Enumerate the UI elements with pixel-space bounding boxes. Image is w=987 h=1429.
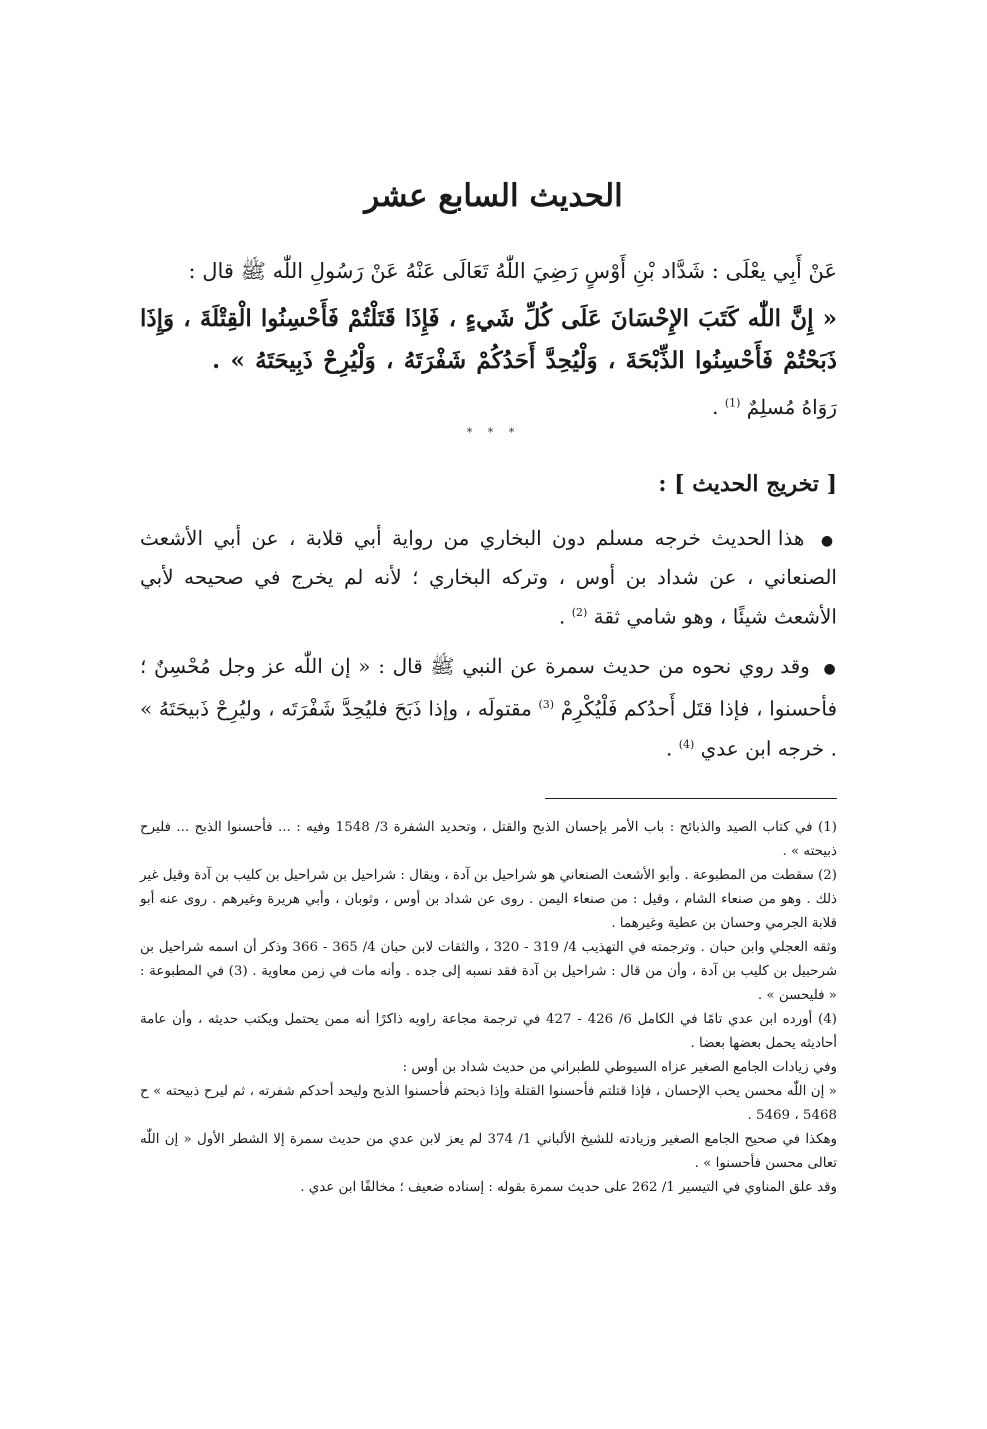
paragraph-1-end: . bbox=[558, 604, 566, 629]
footnote-divider bbox=[545, 798, 837, 799]
hadith-body: « إِنَّ اللّٰه كَتَبَ الإِحْسَانَ عَلَى كُلِّ شَيءٍ ، فَإِذَا قَتَلْتُمْ فَأَحْسِنُوا الْقِتْلَةَ ، وَإِذَا ذَبَحْتُمْ فَأَحْسِنُوا الذِّبْحَةَ ، وَلْيُحِدَّ أَحَدُكُمْ شَفْرَتَهُ ، وَلْيُرِحْ ذَبِيحَتَهُ » . bbox=[140, 305, 837, 374]
paragraph-1-text: هذا الحديث خرجه مسلم دون البخاري من رواية أبي قلابة ، عن أبي الأشعث الصنعاني ، عن شداد بن أوس ، وتركه البخاري ؛ لأنه لم يخرج في صحيحه لأبي الأشعث شيئًا ، وهو شامي ثقة bbox=[140, 526, 837, 629]
footnote-ref-2: (2) bbox=[571, 606, 588, 619]
paragraph-2-text-b: مقتولَه ، وإذا ذَبَحَ فليُحِدَّ شَفْرَتَه ، وليُرِحْ ذَبيحَتَهُ » . خرجه ابن عدي bbox=[140, 696, 837, 761]
footnote: (2) سقطت من المطبوعة . وأبو الأشعث الصنعاني هو شراحيل بن آدة ، ويقال : شراحيل بن شراحيل بن كليب بن آدة وقيل غير ذلك . وهو من صنعاء الشام ، وقيل : من صنعاء اليمن . روى عن شداد بن أوس ، وثوبان ، وأبي هريرة وغيرهم . روى عنه أبو قلابة الجرمي وحسان بن عطية وغيرهما . bbox=[140, 868, 837, 931]
footnotes bbox=[140, 816, 837, 1200]
section-separator: * * * bbox=[466, 426, 521, 439]
takhrij-paragraph-1 bbox=[140, 520, 837, 635]
paragraph-2-text-a: وقد روي نحوه من حديث سمرة عن النبي ﷺ قال : « إن اللّٰه عز وجل مُحْسِنٌ ؛ فأحسنوا ، فإذا قتَل أَحدُكم فَلْيُكْرِمْ bbox=[140, 654, 837, 721]
footnote: « إن اللّٰه محسن يحب الإحسان ، فإذا قتلتم فأحسنوا القتلة وإذا ذبحتم فأحسنوا الذبح وليحد أحدكم شفرته ، ثم ليرح ذبيحته » ح 5468 ، 5469 . bbox=[140, 1084, 837, 1123]
footnote: وفي زيادات الجامع الصغير عزاه السيوطي للطبراني من حديث شداد بن أوس : bbox=[402, 1060, 837, 1075]
bullet-icon: ● bbox=[823, 661, 838, 677]
narrator-line: عَنْ أَبِي يعْلَى : شَدَّاد بْنِ أَوْسٍ رَضِيَ اللّٰهُ تَعَالَى عَنْهُ عَنْ رَسُولِ اللّٰه ﷺ قال : bbox=[188, 259, 837, 283]
riwaya-label: رَوَاهُ مُسلِمٌ bbox=[746, 394, 837, 419]
footnote-ref-1: (1) bbox=[724, 396, 741, 409]
takhrij-heading: [ تخريج الحديث ] : bbox=[658, 471, 837, 497]
footnote: وثقه العجلي وابن حبان . وترجمته في التهذيب 4/ 319 - 320 ، والثقات لابن حبان 4/ 365 - 366 وذكر أن اسمه شراحيل بن شرحبيل بن كليب بن آدة ، وأن من قال : شراحيل بن آدة فقد نسبه إلى جده . وأنه مات في زمن معاوية . (3) في المطبوعة : « فليحسن » . bbox=[140, 940, 837, 1003]
footnote: (4) أورده ابن عدي تامًا في الكامل 6/ 426 - 427 في ترجمة مجاعة راويه ذاكرًا أنه ممن يحتمل ويكتب حديثه ، وأن عامة أحاديثه يحمل بعضها بعضا . bbox=[140, 1012, 837, 1051]
bullet-icon: ● bbox=[820, 533, 838, 549]
page-title: الحديث السابع عشر bbox=[364, 178, 623, 214]
footnote: وهكذا في صحيح الجامع الصغير وزيادته للشيخ الألباني 1/ 374 لم يعز لابن عدي من حديث سمرة إلا الشطر الأول « إن اللّٰه تعالى محسن فأحسنوا » . bbox=[140, 1132, 838, 1171]
riwaya bbox=[712, 395, 837, 419]
footnote-ref-4: (4) bbox=[678, 737, 695, 751]
footnote-ref-3: (3) bbox=[538, 698, 555, 711]
riwaya-end: . bbox=[712, 394, 719, 419]
paragraph-2-end: . bbox=[665, 736, 673, 761]
takhrij-paragraph-2 bbox=[140, 648, 837, 766]
footnote: (1) في كتاب الصيد والذبائح : باب الأمر بإحسان الذبح والقتل ، وتحديد الشفرة 3/ 1548 وفيه : ... فأحسنوا الذبح ... فليرح ذبيحته » . bbox=[140, 820, 837, 859]
hadith-text bbox=[140, 298, 837, 428]
footnote: وقد علق المناوي في التيسير 1/ 262 على حديث سمرة بقوله : إسناده ضعيف ؛ مخالفًا ابن عدي . bbox=[300, 1180, 837, 1195]
